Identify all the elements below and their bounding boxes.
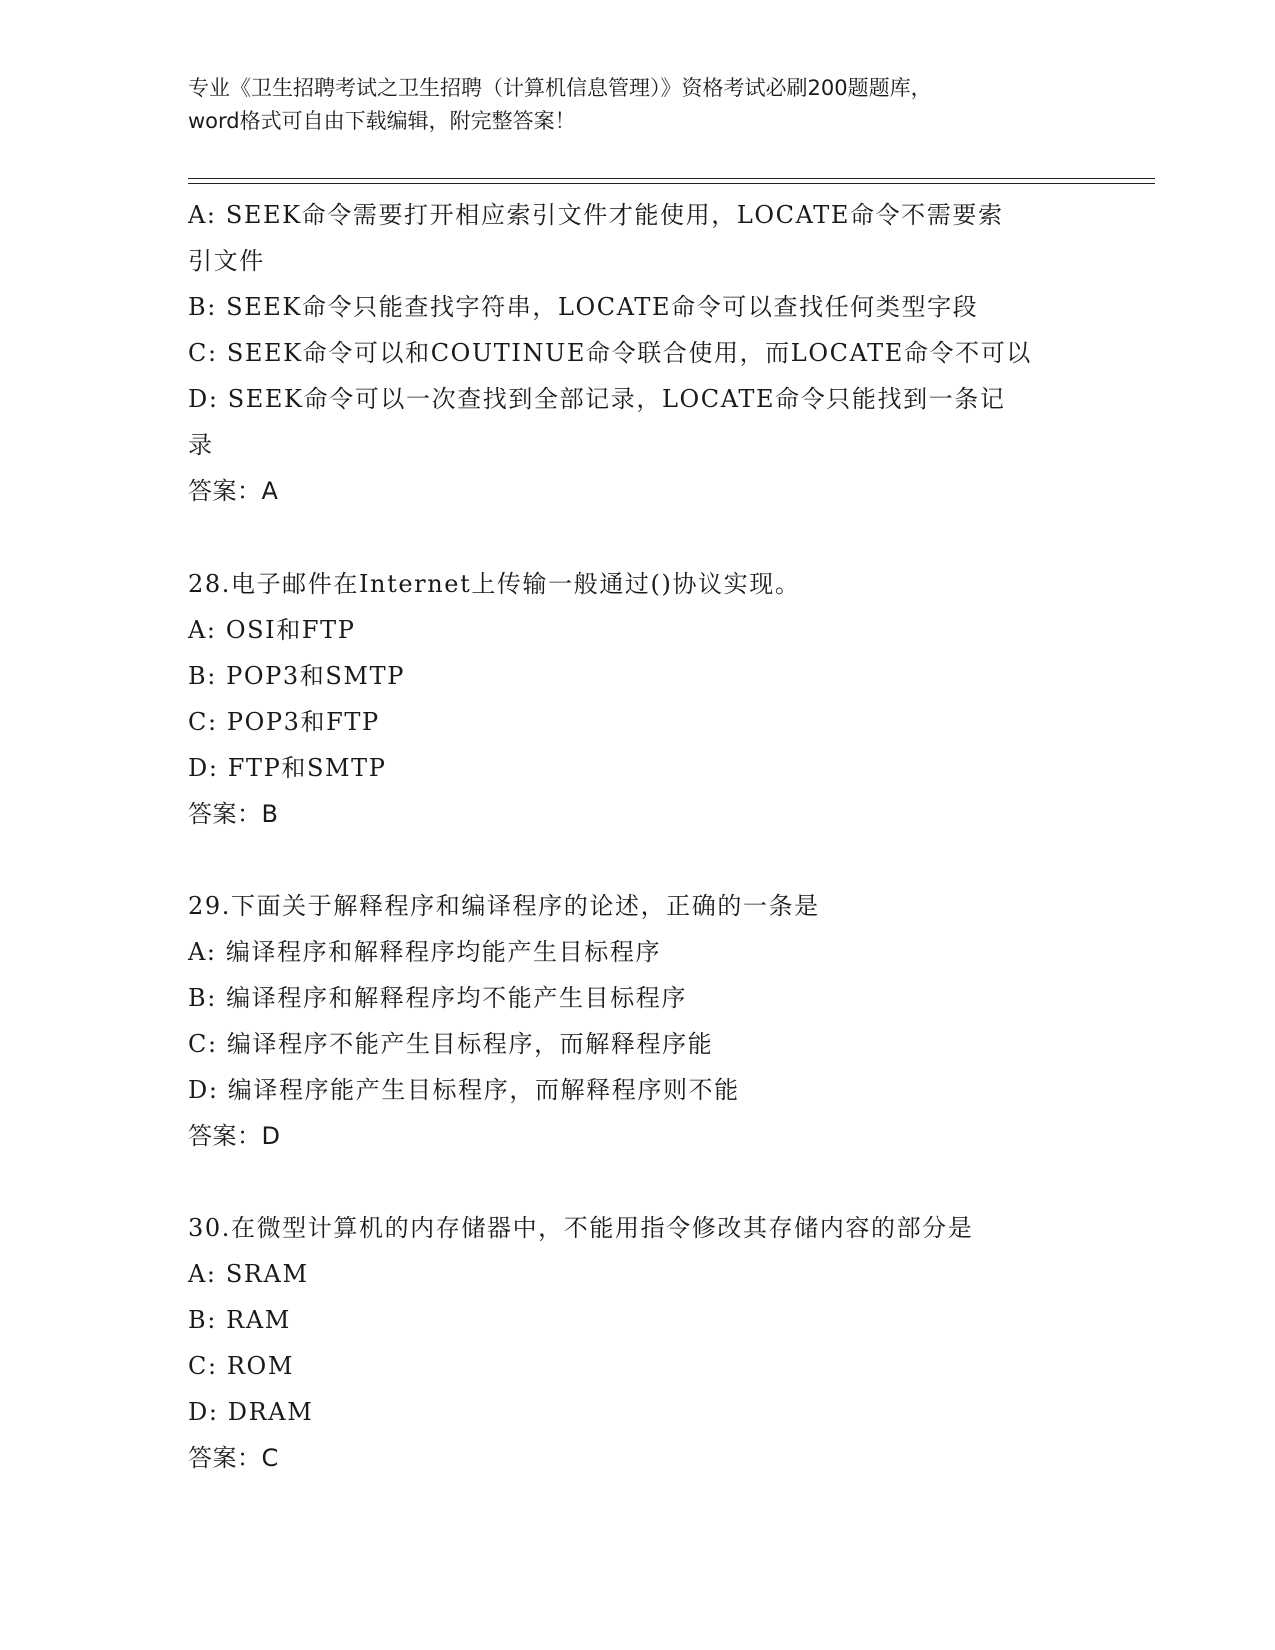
- document-header: [188, 72, 1088, 138]
- option-a: A: 编译程序和解释程序均能产生目标程序: [188, 938, 662, 966]
- question-block-30: [188, 1205, 1068, 1481]
- option-b: B: POP3和SMTP: [188, 662, 405, 690]
- question-block-29: [188, 883, 1068, 1159]
- header-line-2: word格式可自由下载编辑，附完整答案！: [188, 109, 576, 133]
- header-divider-top: [188, 178, 1155, 179]
- question-text: 29.下面关于解释程序和编译程序的论述，正确的一条是: [188, 892, 820, 920]
- header-divider-bottom: [188, 183, 1155, 184]
- question-list: [188, 192, 1068, 1527]
- answer-line: 答案：C: [188, 1444, 279, 1472]
- option-c: C: 编译程序不能产生目标程序，而解释程序能: [188, 1030, 714, 1058]
- option-b: B: 编译程序和解释程序均不能产生目标程序: [188, 984, 687, 1012]
- option-a-continued: 引文件: [188, 247, 265, 275]
- option-a: A: SEEK命令需要打开相应索引文件才能使用，LOCATE命令不需要索: [188, 201, 1004, 229]
- option-d: D: 编译程序能产生目标程序，而解释程序则不能: [188, 1076, 740, 1104]
- question-text: 28.电子邮件在Internet上传输一般通过()协议实现。: [188, 570, 801, 598]
- option-d-continued: 录: [188, 431, 214, 459]
- answer-line: 答案：B: [188, 800, 279, 828]
- question-block-27: [188, 192, 1068, 514]
- option-d: D: FTP和SMTP: [188, 754, 387, 782]
- option-d: D: SEEK命令可以一次查找到全部记录，LOCATE命令只能找到一条记: [188, 385, 1006, 413]
- option-b: B: SEEK命令只能查找字符串，LOCATE命令可以查找任何类型字段: [188, 293, 979, 321]
- option-c: C: POP3和FTP: [188, 708, 380, 736]
- option-d: D: DRAM: [188, 1398, 314, 1426]
- option-a: A: OSI和FTP: [188, 616, 356, 644]
- answer-line: 答案：D: [188, 1122, 281, 1150]
- option-b: B: RAM: [188, 1306, 291, 1334]
- question-block-28: [188, 561, 1068, 837]
- option-c: C: SEEK命令可以和COUTINUE命令联合使用，而LOCATE命令不可以: [188, 339, 1032, 367]
- answer-line: 答案：A: [188, 477, 279, 505]
- option-c: C: ROM: [188, 1352, 294, 1380]
- header-line-1: 专业《卫生招聘考试之卫生招聘（计算机信息管理）》资格考试必刷200题题库，: [188, 76, 932, 100]
- option-a: A: SRAM: [188, 1260, 309, 1288]
- question-text: 30.在微型计算机的内存储器中，不能用指令修改其存储内容的部分是: [188, 1214, 974, 1242]
